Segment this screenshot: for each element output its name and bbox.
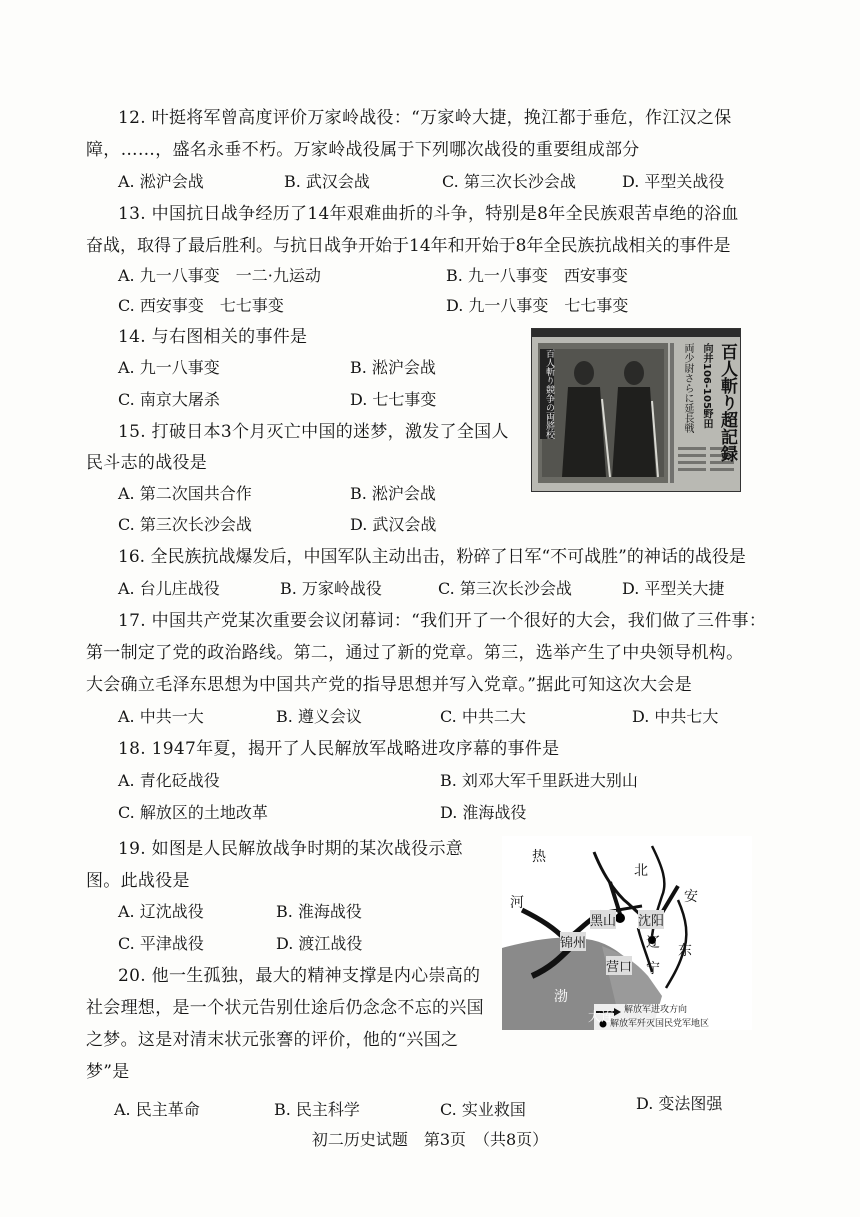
q18-option-a[interactable]: A. 青化砭战役 (118, 771, 220, 790)
q20-stem-line2: 社会理想，是一个状元告别仕途后仍念念不忘的兴国 (86, 998, 484, 1018)
q15-option-a[interactable]: A. 第二次国共合作 (118, 484, 252, 503)
q16-option-c[interactable]: C. 第三次长沙会战 (438, 579, 572, 598)
q20-stem-line3: 之梦。这是对清末状元张謇的评价，他的“兴国之 (86, 1030, 459, 1050)
q20-stem-line1: 20. 他一生孤独，最大的精神支撑是内心崇高的 (118, 966, 481, 986)
q14-option-c[interactable]: C. 南京大屠杀 (118, 390, 220, 409)
q19-stem-line1: 19. 如图是人民解放战争时期的某次战役示意 (118, 839, 464, 859)
q20-stem-line4: 梦”是 (86, 1062, 130, 1082)
q16-stem: 16. 全民族抗战爆发后，中国军队主动出击，粉碎了日军“不可战胜”的神话的战役是 (118, 547, 746, 567)
map-label-ning: 宁 (646, 961, 660, 977)
q16-option-a[interactable]: A. 台儿庄战役 (118, 579, 220, 598)
q17-option-d[interactable]: D. 中共七大 (632, 707, 719, 726)
q15-option-d[interactable]: D. 武汉会战 (350, 515, 437, 534)
map-label-dong: 东 (678, 943, 692, 959)
q13-option-a[interactable]: A. 九一八事变 一二·九运动 (118, 266, 321, 285)
map-label-bo: 渤 (554, 989, 568, 1005)
q15-stem-line1: 15. 打破日本3个月灭亡中国的迷梦，激发了全国人 (118, 422, 509, 442)
map-label-yingkou: 营口 (606, 956, 632, 975)
q14-option-a[interactable]: A. 九一八事变 (118, 358, 220, 377)
q20-option-c[interactable]: C. 实业救国 (440, 1100, 526, 1119)
map-legend-attack: 解放军进攻方向 (624, 1005, 688, 1015)
q17-option-c[interactable]: C. 中共二大 (440, 707, 526, 726)
q20-option-b[interactable]: B. 民主科学 (274, 1100, 360, 1119)
q17-stem-line1: 17. 中国共产党某次重要会议闭幕词：“我们开了一个很好的大会，我们做了三件事： (118, 611, 767, 631)
page-footer: 初二历史试题 第3页 （共8页） (311, 1130, 549, 1149)
newspaper-headline-sub: 向井106-105野田 (701, 343, 712, 429)
map-label-jinzhou: 锦州 (560, 932, 586, 951)
q13-option-b[interactable]: B. 九一八事变 西安事变 (446, 266, 628, 285)
map-label-heishan: 黑山 (590, 910, 616, 929)
q19-stem-line2: 图。此战役是 (86, 871, 190, 891)
q13-option-c[interactable]: C. 西安事变 七七事变 (118, 296, 284, 315)
battle-map (502, 836, 752, 1030)
newspaper-photo (531, 328, 741, 492)
q20-option-a[interactable]: A. 民主革命 (114, 1100, 200, 1119)
q17-option-b[interactable]: B. 遵义会议 (276, 707, 362, 726)
q20-option-d[interactable]: D. 变法图强 (636, 1094, 723, 1113)
q14-option-d[interactable]: D. 七七事变 (350, 390, 437, 409)
q17-stem-line2: 第一制定了党的政治路线。第二，通过了新的党章。第三，选举产生了中央领导机构。 (86, 643, 744, 663)
q15-option-b[interactable]: B. 淞沪会战 (350, 484, 436, 503)
q19-option-b[interactable]: B. 淮海战役 (276, 902, 362, 921)
q15-stem-line2: 民斗志的战役是 (86, 453, 208, 473)
q13-stem-line1: 13. 中国抗日战争经历了14年艰难曲折的斗争，特别是8年全民族艰苦卓绝的浴血 (118, 204, 739, 224)
map-label-an: 安 (684, 889, 698, 905)
q12-option-a[interactable]: A. 淞沪会战 (118, 172, 204, 191)
newspaper-headline-main: 百人斬り超記録 (717, 343, 737, 462)
q19-option-a[interactable]: A. 辽沈战役 (118, 902, 204, 921)
q18-option-c[interactable]: C. 解放区的土地改革 (118, 803, 268, 822)
q16-option-b[interactable]: B. 万家岭战役 (280, 579, 382, 598)
q12-stem-line1: 12. 叶挺将军曾高度评价万家岭战役：“万家岭大捷，挽江都于垂危，作江汉之保 (118, 108, 732, 128)
q17-option-a[interactable]: A. 中共一大 (118, 707, 204, 726)
q19-option-c[interactable]: C. 平津战役 (118, 934, 204, 953)
q16-option-d[interactable]: D. 平型关大捷 (622, 579, 725, 598)
map-legend-annihilation: 解放军歼灭国民党军地区 (610, 1019, 710, 1029)
q12-option-b[interactable]: B. 武汉会战 (284, 172, 370, 191)
map-label-liao: 辽 (646, 935, 660, 951)
q14-stem: 14. 与右图相关的事件是 (118, 327, 308, 347)
q12-stem-line2: 障，……，盛名永垂不朽。万家岭战役属于下列哪次战役的重要组成部分 (86, 140, 640, 160)
q13-option-d[interactable]: D. 九一八事变 七七事变 (446, 296, 629, 315)
map-label-dalian: 大连 (588, 1010, 615, 1025)
q12-option-d[interactable]: D. 平型关战役 (622, 172, 725, 191)
q18-option-b[interactable]: B. 刘邓大军千里跃进大别山 (440, 771, 638, 790)
map-label-re: 热 (532, 849, 546, 865)
q17-stem-line3: 大会确立毛泽东思想为中国共产党的指导思想并写入党章。”据此可知这次大会是 (86, 675, 692, 695)
q19-option-d[interactable]: D. 渡江战役 (276, 934, 363, 953)
q18-option-d[interactable]: D. 淮海战役 (440, 803, 527, 822)
q18-stem: 18. 1947年夏，揭开了人民解放军战略进攻序幕的事件是 (118, 739, 560, 759)
map-label-shenyang: 沈阳 (638, 910, 664, 929)
map-label-he: 河 (510, 895, 524, 911)
q14-option-b[interactable]: B. 淞沪会战 (350, 358, 436, 377)
q15-option-c[interactable]: C. 第三次长沙会战 (118, 515, 252, 534)
q12-option-c[interactable]: C. 第三次长沙会战 (442, 172, 576, 191)
q13-stem-line2: 奋战，取得了最后胜利。与抗日战争开始于14年和开始于8年全民族抗战相关的事件是 (86, 236, 731, 256)
newspaper-photo-caption: 百人斬り競争の両將校 (540, 349, 554, 439)
newspaper-headline-sub2: 両少尉さらに延長戦 (682, 343, 693, 433)
map-label-bei: 北 (634, 863, 648, 879)
